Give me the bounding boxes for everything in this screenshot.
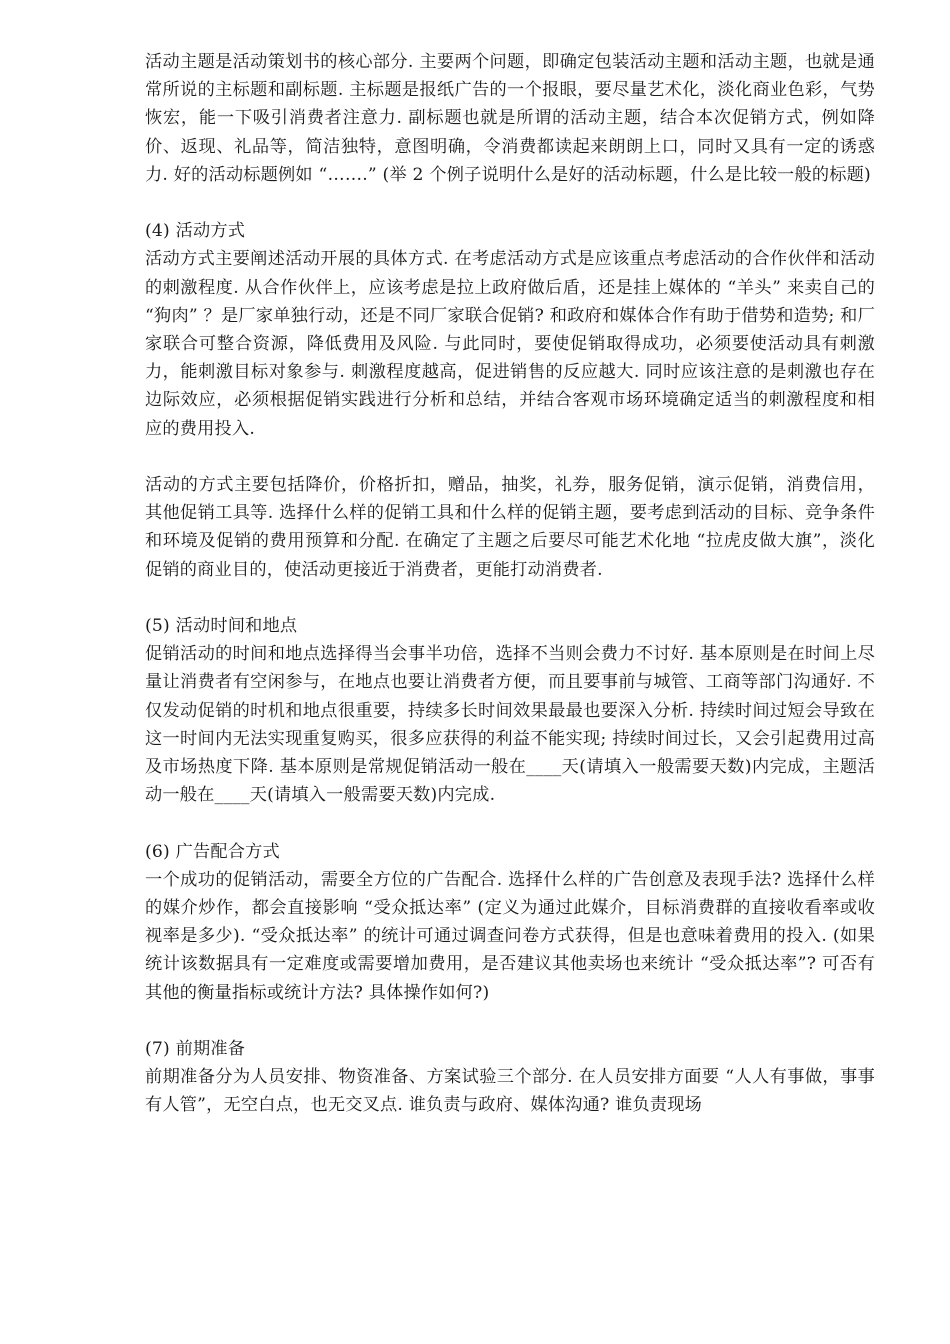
paragraph-spacer <box>145 809 875 837</box>
section-4-paragraph-1: 活动方式主要阐述活动开展的具体方式. 在考虑活动方式是应该重点考虑活动的合作伙伴和活动的刺激程度. 从合作伙伴上，应该考虑是拉上政府做后盾，还是挂上媒体的 “羊头” 来卖自己的 “狗肉” ？是厂家单独行动，还是不同厂家联合促销? 和政府和媒体合作有助于借势和造势; 和厂家联合可整合资源，降低费用及风险. 与此同时，要使促销取得成功，必须要使活动具有刺激力，能刺激目标对象参与. 刺激程度越高，促进销售的反应越大. 同时应该注意的是刺激也存在边际效应，必须根据促销实践进行分析和总结，并结合客观市场环境确定适当的刺激程度和相应的费用投入. <box>145 249 881 439</box>
section-5-heading: (5) 活动时间和地点 <box>145 616 298 637</box>
section-7-paragraph: 前期准备分为人员安排、物资准备、方案试验三个部分. 在人员安排方面要 “人人有事做，事事有人管”，无空白点，也无交叉点. 谁负责与政府、媒体沟通? 谁负责现场 <box>145 1067 875 1116</box>
document-page <box>145 48 881 1120</box>
section-6-heading: (6) 广告配合方式 <box>145 841 280 862</box>
paragraph-spacer <box>145 443 875 471</box>
section-6-paragraph: 一个成功的促销活动，需要全方位的广告配合. 选择什么样的广告创意及表现手法? 选择什么样的媒介炒作，都会直接影响 “受众抵达率” (定义为通过此媒介，目标消费群的直接收看率或收视率是多少). “受众抵达率” 的统计可通过调查问卷方式获得，但是也意味着费用的投入. (如果统计该数据具有一定难度或需要增加费用，是否建议其他卖场也来统计 “受众抵达率”? 可否有其他的衡量指标或统计方法? 具体操作如何?) <box>145 869 875 1003</box>
paragraph-spacer <box>145 1007 875 1035</box>
section-4-heading: (4) 活动方式 <box>145 221 246 242</box>
section-4-paragraph-2: 活动的方式主要包括降价，价格折扣，赠品，抽奖，礼券，服务促销，演示促销，消费信用，其他促销工具等. 选择什么样的促销工具和什么样的促销主题，要考虑到活动的目标、竞争条件和环境及促销的费用预算和分配. 在确定了主题之后要尽可能艺术化地 “拉虎皮做大旗”，淡化促销的商业目的，使活动更接近于消费者，更能打动消费者. <box>145 475 875 580</box>
section-5-paragraph: 促销活动的时间和地点选择得当会事半功倍，选择不当则会费力不讨好. 基本原则是在时间上尽量让消费者有空闲参与，在地点也要让消费者方便，而且要事前与城管、工商等部门沟通好. 不仅发动促销的时机和地点很重要，持续多长时间效果最最也要深入分析. 持续时间过短会导致在这一时间内无法实现重复购买，很多应获得的利益不能实现; 持续时间过长，又会引起费用过高及市场热度下降. 基本原则是常规促销活动一般在____天(请填入一般需要天数)内完成，主题活动一般在____天(请填入一般需要天数)内完成. <box>145 644 875 806</box>
paragraph-spacer <box>145 584 875 612</box>
paragraph-spacer <box>145 189 875 217</box>
section-7-heading: (7) 前期准备 <box>145 1039 246 1060</box>
intro-paragraph: 活动主题是活动策划书的核心部分. 主要两个问题，即确定包装活动主题和活动主题，也就是通常所说的主标题和副标题. 主标题是报纸广告的一个报眼，要尽量艺术化，淡化商业色彩，气势恢宏，能一下吸引消费者注意力. 副标题也就是所谓的活动主题，结合本次促销方式，例如降价、返现、礼品等，简洁独特，意图明确，令消费都读起来朗朗上口，同时又具有一定的诱惑力. 好的活动标题例如 “…….” (举 2 个例子说明什么是好的活动标题，什么是比较一般的标题) <box>145 52 875 185</box>
